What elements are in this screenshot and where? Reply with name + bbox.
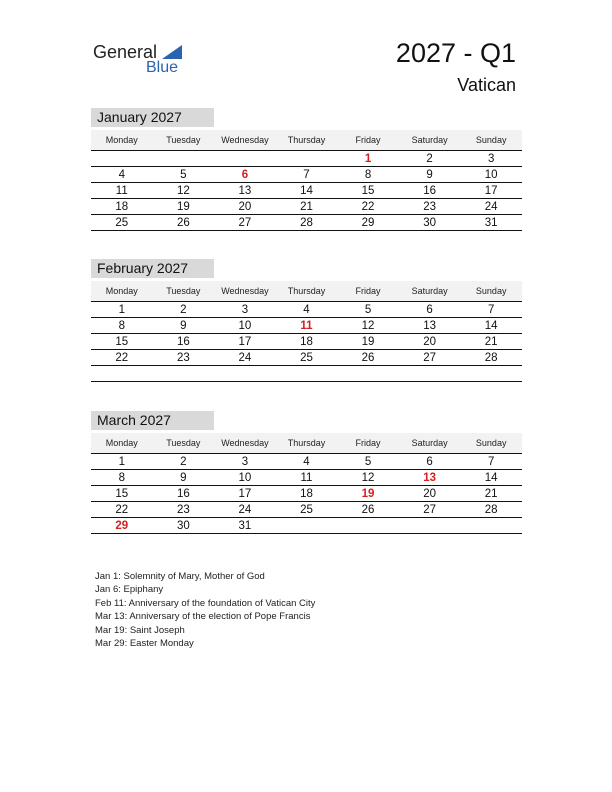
day-cell: 2 (153, 302, 215, 318)
generalblue-logo (93, 40, 203, 80)
day-cell: 25 (276, 502, 338, 518)
day-cell: 9 (153, 470, 215, 486)
day-cell: 5 (153, 167, 215, 183)
day-cell: 27 (214, 215, 276, 231)
month-block (91, 411, 522, 534)
day-cell: 24 (214, 502, 276, 518)
day-cell: 10 (214, 470, 276, 486)
holiday-note: Feb 11: Anniversary of the foundation of Vatican City (95, 597, 316, 609)
week-row (91, 151, 522, 167)
day-cell: 10 (460, 167, 522, 183)
day-cell: 26 (337, 502, 399, 518)
logo-text-general: General (93, 42, 158, 62)
day-cell (399, 366, 461, 382)
weekday-header: Monday (91, 281, 153, 302)
day-cell: 22 (91, 502, 153, 518)
day-cell: 20 (399, 486, 461, 502)
day-cell: 22 (91, 350, 153, 366)
weekday-header: Sunday (460, 130, 522, 151)
day-cell (214, 366, 276, 382)
weekday-header: Tuesday (153, 433, 215, 454)
day-cell (276, 151, 338, 167)
day-cell: 8 (91, 470, 153, 486)
day-cell (91, 366, 153, 382)
day-cell: 7 (460, 454, 522, 470)
day-cell (337, 518, 399, 534)
day-cell: 23 (399, 199, 461, 215)
holiday-note: Jan 6: Epiphany (95, 584, 164, 596)
weekday-header: Thursday (276, 433, 338, 454)
day-cell: 31 (460, 215, 522, 231)
day-cell (91, 151, 153, 167)
day-cell: 27 (399, 350, 461, 366)
weekday-header: Thursday (276, 281, 338, 302)
day-cell: 14 (276, 183, 338, 199)
day-cell: 17 (460, 183, 522, 199)
day-cell (153, 151, 215, 167)
holiday-note: Mar 13: Anniversary of the election of Pope Francis (95, 611, 311, 623)
day-cell: 3 (214, 302, 276, 318)
day-cell: 15 (91, 334, 153, 350)
holiday-note: Mar 19: Saint Joseph (95, 624, 185, 636)
day-cell: 20 (399, 334, 461, 350)
country-name: Vatican (457, 75, 516, 95)
day-cell: 10 (214, 318, 276, 334)
day-cell: 2 (399, 151, 461, 167)
day-cell: 12 (337, 470, 399, 486)
day-cell: 18 (91, 199, 153, 215)
day-cell: 23 (153, 502, 215, 518)
day-cell: 26 (153, 215, 215, 231)
holiday-day-cell: 29 (91, 518, 153, 534)
week-row (91, 334, 522, 350)
day-cell: 19 (337, 334, 399, 350)
day-cell: 6 (399, 454, 461, 470)
week-row (91, 518, 522, 534)
weekday-header: Wednesday (214, 130, 276, 151)
holiday-day-cell: 11 (276, 318, 338, 334)
day-cell (153, 366, 215, 382)
weekday-header: Saturday (399, 433, 461, 454)
day-cell: 16 (153, 486, 215, 502)
day-cell: 3 (214, 454, 276, 470)
day-cell: 12 (153, 183, 215, 199)
day-cell: 21 (460, 334, 522, 350)
week-row (91, 350, 522, 366)
weekday-header-row (91, 130, 522, 151)
month-label: March 2027 (91, 411, 214, 430)
holiday-notes (95, 570, 315, 650)
month-label: January 2027 (91, 108, 214, 127)
day-cell (276, 518, 338, 534)
day-cell: 15 (337, 183, 399, 199)
day-cell: 16 (399, 183, 461, 199)
day-cell: 2 (153, 454, 215, 470)
day-cell: 1 (91, 454, 153, 470)
month-grid (91, 130, 522, 231)
week-row (91, 486, 522, 502)
day-cell: 25 (276, 350, 338, 366)
month-block (91, 108, 522, 231)
day-cell: 16 (153, 334, 215, 350)
weekday-header: Sunday (460, 281, 522, 302)
day-cell (214, 151, 276, 167)
day-cell: 11 (91, 183, 153, 199)
week-row (91, 366, 522, 382)
day-cell: 8 (91, 318, 153, 334)
day-cell: 27 (399, 502, 461, 518)
day-cell: 30 (399, 215, 461, 231)
day-cell: 14 (460, 470, 522, 486)
day-cell (460, 518, 522, 534)
day-cell (399, 518, 461, 534)
weekday-header: Tuesday (153, 281, 215, 302)
month-label: February 2027 (91, 259, 214, 278)
day-cell: 15 (91, 486, 153, 502)
day-cell: 31 (214, 518, 276, 534)
day-cell: 6 (399, 302, 461, 318)
day-cell: 14 (460, 318, 522, 334)
week-row (91, 199, 522, 215)
day-cell: 8 (337, 167, 399, 183)
day-cell: 5 (337, 454, 399, 470)
weekday-header-row (91, 433, 522, 454)
week-row (91, 454, 522, 470)
week-row (91, 183, 522, 199)
day-cell: 26 (337, 350, 399, 366)
weekday-header: Friday (337, 130, 399, 151)
day-cell: 1 (91, 302, 153, 318)
day-cell: 4 (276, 302, 338, 318)
weekday-header: Saturday (399, 130, 461, 151)
holiday-day-cell: 19 (337, 486, 399, 502)
weekday-header-row (91, 281, 522, 302)
weekday-header: Monday (91, 433, 153, 454)
day-cell: 25 (91, 215, 153, 231)
week-row (91, 318, 522, 334)
weekday-header: Thursday (276, 130, 338, 151)
month-grid (91, 281, 522, 382)
holiday-day-cell: 6 (214, 167, 276, 183)
day-cell: 3 (460, 151, 522, 167)
day-cell: 28 (460, 350, 522, 366)
day-cell: 24 (214, 350, 276, 366)
day-cell: 24 (460, 199, 522, 215)
day-cell: 18 (276, 486, 338, 502)
day-cell: 23 (153, 350, 215, 366)
weekday-header: Tuesday (153, 130, 215, 151)
day-cell: 13 (399, 318, 461, 334)
month-block (91, 259, 522, 382)
day-cell: 17 (214, 486, 276, 502)
day-cell: 28 (276, 215, 338, 231)
day-cell: 20 (214, 199, 276, 215)
week-row (91, 470, 522, 486)
week-row (91, 502, 522, 518)
day-cell: 13 (214, 183, 276, 199)
weekday-header: Wednesday (214, 281, 276, 302)
day-cell: 19 (153, 199, 215, 215)
day-cell: 22 (337, 199, 399, 215)
weekday-header: Sunday (460, 433, 522, 454)
day-cell: 7 (276, 167, 338, 183)
holiday-day-cell: 13 (399, 470, 461, 486)
month-grid (91, 433, 522, 534)
day-cell: 4 (276, 454, 338, 470)
weekday-header: Friday (337, 433, 399, 454)
holiday-day-cell: 1 (337, 151, 399, 167)
weekday-header: Wednesday (214, 433, 276, 454)
day-cell: 7 (460, 302, 522, 318)
day-cell: 21 (460, 486, 522, 502)
day-cell: 4 (91, 167, 153, 183)
day-cell: 5 (337, 302, 399, 318)
weekday-header: Saturday (399, 281, 461, 302)
day-cell (337, 366, 399, 382)
holiday-note: Mar 29: Easter Monday (95, 638, 194, 650)
holiday-note: Jan 1: Solemnity of Mary, Mother of God (95, 571, 265, 582)
day-cell: 29 (337, 215, 399, 231)
week-row (91, 167, 522, 183)
day-cell: 21 (276, 199, 338, 215)
day-cell: 12 (337, 318, 399, 334)
day-cell (276, 366, 338, 382)
day-cell (460, 366, 522, 382)
logo-triangle-notch (161, 46, 168, 52)
page-title: 2027 - Q1 (395, 38, 516, 68)
day-cell: 9 (399, 167, 461, 183)
day-cell: 17 (214, 334, 276, 350)
weekday-header: Friday (337, 281, 399, 302)
day-cell: 11 (276, 470, 338, 486)
day-cell: 30 (153, 518, 215, 534)
logo-text-blue: Blue (146, 59, 179, 76)
day-cell: 28 (460, 502, 522, 518)
day-cell: 18 (276, 334, 338, 350)
week-row (91, 302, 522, 318)
weekday-header: Monday (91, 130, 153, 151)
week-row (91, 215, 522, 231)
day-cell: 9 (153, 318, 215, 334)
